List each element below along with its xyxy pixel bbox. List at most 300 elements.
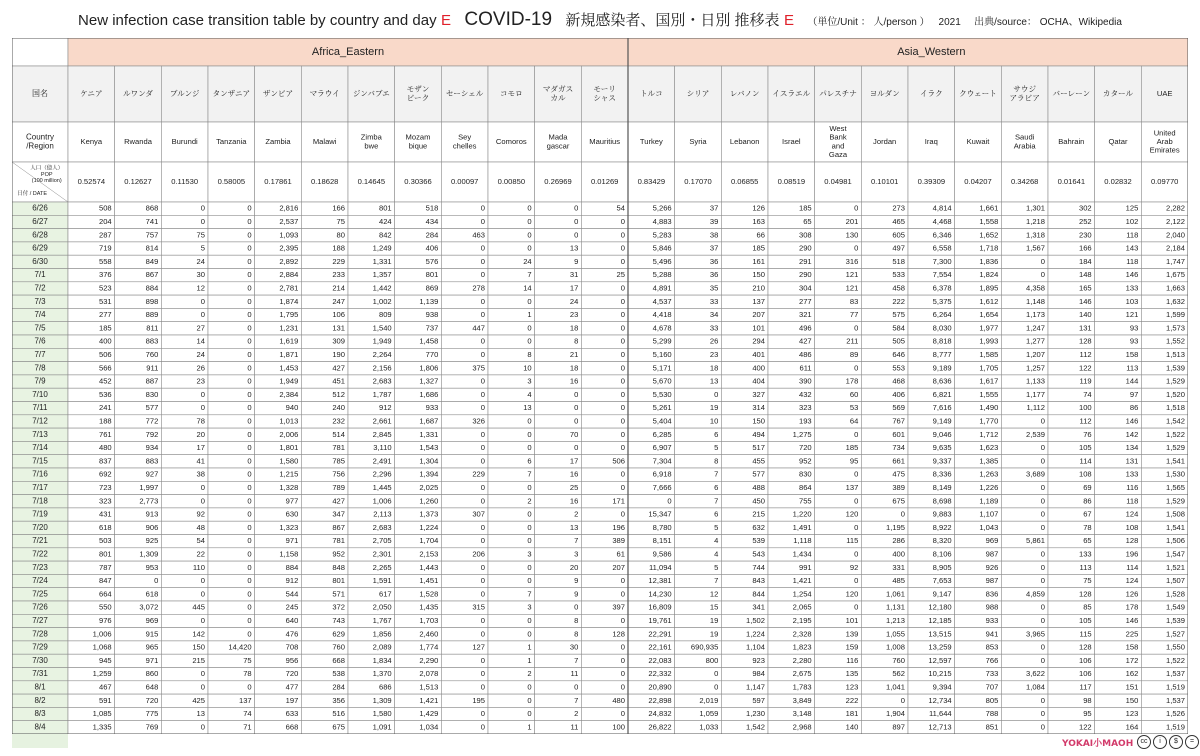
data-value: 1,445 <box>372 482 392 492</box>
data-value: 760 <box>145 349 159 359</box>
data-value: 723 <box>98 482 112 492</box>
data-value: 1,331 <box>419 429 439 439</box>
data-value: 121 <box>845 270 859 280</box>
data-value: 3,110 <box>373 443 392 453</box>
data-value: 486 <box>798 349 812 359</box>
data-value: 222 <box>892 296 905 306</box>
data-value: 1,823 <box>792 642 812 652</box>
date-value: 6/28 <box>32 230 48 240</box>
region-label: Africa_Eastern <box>311 45 385 58</box>
data-value: 933 <box>425 403 439 413</box>
data-value: 0 <box>900 695 905 705</box>
data-value: 516 <box>332 709 345 719</box>
data-value: 4,859 <box>1025 589 1045 599</box>
data-value: 576 <box>425 256 439 266</box>
data-value: 9,046 <box>932 429 952 439</box>
data-value: 7,300 <box>932 256 952 266</box>
data-value: 400 <box>892 549 905 559</box>
data-value: 22,083 <box>648 655 672 665</box>
data-value: 2,491 <box>372 456 392 466</box>
data-value: 0 <box>200 669 205 679</box>
data-value: 0 <box>620 469 625 479</box>
data-value: 13 <box>569 243 579 253</box>
data-value: 38 <box>196 469 205 479</box>
data-value: 101 <box>845 615 859 625</box>
data-value: 450 <box>752 496 765 506</box>
data-value: 22 <box>196 549 205 559</box>
data-value: 1,507 <box>1165 576 1185 586</box>
data-value: 1,703 <box>419 615 439 625</box>
data-value: 9,337 <box>932 456 952 466</box>
data-value: 6 <box>714 482 719 492</box>
data-value: 8,777 <box>932 349 952 359</box>
data-value: 1,904 <box>885 709 905 719</box>
data-value: 800 <box>705 655 719 665</box>
data-value: 114 <box>1079 456 1092 466</box>
data-value: 1,529 <box>1165 496 1185 506</box>
data-value: 150 <box>752 416 765 426</box>
data-value: 1,260 <box>419 496 439 506</box>
data-value: 9,189 <box>932 363 952 373</box>
data-value: 0 <box>1040 443 1045 453</box>
data-value: 98 <box>1083 695 1092 705</box>
data-value: 1,224 <box>745 629 765 639</box>
data-value: 21 <box>569 349 579 359</box>
data-value: 25 <box>616 270 625 280</box>
data-value: 0 <box>1040 270 1045 280</box>
data-value: 86 <box>1083 496 1092 506</box>
data-value: 10 <box>523 363 532 373</box>
data-value: 2,705 <box>372 536 392 546</box>
data-value: 475 <box>892 469 905 479</box>
data-value: 105 <box>1078 443 1092 453</box>
data-value: 912 <box>285 576 299 586</box>
data-value: 0 <box>620 349 625 359</box>
data-value: 597 <box>752 695 765 705</box>
data-value: 309 <box>332 336 345 346</box>
data-value: 277 <box>798 296 812 306</box>
data-value: 506 <box>612 456 625 466</box>
data-value: 575 <box>892 310 905 320</box>
data-value: 406 <box>425 243 439 253</box>
data-value: 1,104 <box>745 642 765 652</box>
data-value: 2,460 <box>419 629 439 639</box>
data-value: 906 <box>145 522 159 532</box>
data-value: 38 <box>709 230 719 240</box>
data-value: 809 <box>378 310 392 320</box>
date-value: 7/12 <box>32 416 48 426</box>
data-value: 1,006 <box>92 629 112 639</box>
data-value: 889 <box>145 310 159 320</box>
data-value: 1,519 <box>1165 682 1185 692</box>
title-english: New infection case transition table by country and day <box>78 12 437 29</box>
country-jp-label: ルワンダ <box>122 89 154 98</box>
data-value: 536 <box>98 389 112 399</box>
data-value: 788 <box>985 709 999 719</box>
country-en-label: Syria <box>689 137 707 146</box>
date-value: 7/11 <box>32 403 48 413</box>
data-value: 766 <box>985 655 999 665</box>
data-value: 851 <box>985 722 999 732</box>
country-jp-label: マラウイ <box>309 89 340 98</box>
data-value: 1,226 <box>979 482 999 492</box>
data-value: 116 <box>846 655 859 665</box>
data-value: 0 <box>247 576 252 586</box>
data-value: 0 <box>1040 576 1045 586</box>
data-value: 0 <box>620 642 625 652</box>
data-value: 8,151 <box>652 536 672 546</box>
data-value: 2,296 <box>372 469 392 479</box>
data-value: 508 <box>98 203 112 213</box>
data-value: 1,712 <box>979 429 999 439</box>
data-value: 0 <box>480 576 485 586</box>
data-value: 0 <box>1040 655 1045 665</box>
data-value: 0 <box>620 576 625 586</box>
country-jp-label: モーリシャス <box>593 84 616 103</box>
data-value: 1,195 <box>885 522 905 532</box>
data-value: 0 <box>574 203 579 213</box>
data-value: 661 <box>892 456 905 466</box>
data-value: 277 <box>98 310 112 320</box>
data-value: 0 <box>574 403 579 413</box>
data-value: 0 <box>527 230 532 240</box>
data-value: 12 <box>196 283 205 293</box>
data-value: 8,818 <box>932 336 952 346</box>
data-value: 222 <box>845 695 859 705</box>
data-value: 0 <box>574 416 579 426</box>
data-value: 15 <box>709 602 719 612</box>
country-pop-value: 0.06855 <box>730 177 759 186</box>
data-value: 2,065 <box>792 602 812 612</box>
data-value: 1,034 <box>419 722 439 732</box>
data-value: 24 <box>523 256 532 266</box>
data-value: 148 <box>1078 270 1092 280</box>
data-value: 54 <box>616 203 625 213</box>
data-value: 27 <box>196 323 205 333</box>
data-value: 830 <box>145 389 159 399</box>
data-value: 533 <box>892 270 905 280</box>
data-value: 0 <box>200 576 205 586</box>
data-value: 126 <box>752 203 765 213</box>
data-value: 0 <box>247 629 252 639</box>
data-value: 1,318 <box>1025 230 1045 240</box>
data-value: 128 <box>1078 589 1092 599</box>
data-value: 8,030 <box>932 323 952 333</box>
data-value: 0 <box>480 270 485 280</box>
data-value: 0 <box>620 243 625 253</box>
data-value: 3,148 <box>792 709 812 719</box>
data-value: 465 <box>892 216 905 226</box>
data-value: 0 <box>480 296 485 306</box>
data-value: 675 <box>892 496 905 506</box>
data-value: 131 <box>1125 456 1139 466</box>
data-value: 252 <box>1078 216 1092 226</box>
data-value: 2,773 <box>139 496 159 506</box>
data-value: 69 <box>1083 482 1092 492</box>
data-value: 0 <box>247 363 252 373</box>
data-value: 1,093 <box>279 230 299 240</box>
data-value: 10,215 <box>928 669 952 679</box>
data-value: 85 <box>1083 602 1092 612</box>
data-value: 0 <box>620 655 625 665</box>
data-value: 35 <box>709 283 719 293</box>
data-value: 976 <box>98 615 112 625</box>
data-value: 991 <box>798 562 812 572</box>
data-value: 225 <box>1125 629 1139 639</box>
date-value: 8/4 <box>34 722 46 732</box>
data-value: 4,418 <box>652 310 672 320</box>
data-value: 977 <box>285 496 299 506</box>
data-value: 927 <box>145 469 159 479</box>
data-value: 1,249 <box>372 243 392 253</box>
data-value: 1,997 <box>139 482 159 492</box>
date-value: 7/10 <box>32 389 48 399</box>
data-value: 640 <box>285 615 299 625</box>
country-en-label: West Bank and Gaza <box>828 124 848 159</box>
data-value: 76 <box>1083 429 1092 439</box>
data-value: 26 <box>709 336 719 346</box>
data-value: 0 <box>574 389 579 399</box>
data-value: 0 <box>247 562 252 572</box>
country-jp-label: マダガスカル <box>542 84 574 103</box>
data-value: 458 <box>892 283 905 293</box>
data-value: 1,787 <box>372 389 392 399</box>
country-pop-value: 0.11530 <box>171 177 199 186</box>
data-value: 1,084 <box>1025 682 1045 692</box>
data-value: 0 <box>1040 509 1045 519</box>
data-value: 8 <box>527 349 532 359</box>
data-value: 0 <box>620 323 625 333</box>
data-value: 923 <box>752 655 765 665</box>
data-value: 207 <box>752 310 765 320</box>
date-value: 8/2 <box>34 695 46 705</box>
data-value: 128 <box>1078 642 1092 652</box>
data-value: 6,346 <box>932 230 952 240</box>
data-value: 7 <box>714 576 719 586</box>
data-value: 898 <box>145 296 159 306</box>
data-value: 1,231 <box>279 323 299 333</box>
data-value: 0 <box>1040 482 1045 492</box>
data-value: 118 <box>1126 496 1139 506</box>
data-value: 0 <box>200 310 205 320</box>
data-value: 54 <box>196 536 205 546</box>
data-value: 1,522 <box>1165 429 1185 439</box>
data-value: 83 <box>849 296 859 306</box>
data-value: 789 <box>332 482 345 492</box>
data-value: 2,078 <box>419 669 439 679</box>
data-value: 467 <box>98 682 112 692</box>
data-value: 2,384 <box>279 389 299 399</box>
data-value: 756 <box>332 469 345 479</box>
data-value: 119 <box>1079 376 1092 386</box>
data-value: 5,266 <box>652 203 672 213</box>
data-value: 247 <box>332 296 345 306</box>
date-value: 7/6 <box>34 336 46 346</box>
data-value: 0 <box>527 709 532 719</box>
data-value: 4,814 <box>932 203 952 213</box>
date-value: 8/3 <box>34 709 46 719</box>
data-value: 115 <box>846 536 859 546</box>
data-value: 2,122 <box>1165 216 1185 226</box>
data-value: 8,780 <box>652 522 672 532</box>
data-value: 118 <box>1126 256 1139 266</box>
country-en-label: Mada gascar <box>546 132 570 151</box>
data-value: 331 <box>892 562 905 572</box>
data-value: 0 <box>247 602 252 612</box>
data-value: 1,565 <box>1165 482 1185 492</box>
data-value: 146 <box>1125 416 1139 426</box>
data-value: 0 <box>200 482 205 492</box>
data-value: 1,189 <box>979 496 999 506</box>
data-value: 0 <box>247 389 252 399</box>
data-value: 0 <box>200 216 205 226</box>
data-value: 2,537 <box>279 216 299 226</box>
data-value: 884 <box>145 283 159 293</box>
data-value: 22,898 <box>648 695 672 705</box>
data-value: 755 <box>798 496 812 506</box>
data-value: 952 <box>798 456 812 466</box>
data-value: 13 <box>569 522 579 532</box>
data-value: 24 <box>196 256 205 266</box>
data-value: 9,586 <box>652 549 672 559</box>
data-value: 2,781 <box>279 283 299 293</box>
data-value: 1,006 <box>372 496 392 506</box>
data-value: 37 <box>709 203 719 213</box>
data-value: 233 <box>332 270 345 280</box>
data-value: 128 <box>612 629 625 639</box>
country-en-label: Zambia <box>265 137 291 146</box>
data-value: 18 <box>569 323 579 333</box>
data-value: 463 <box>472 230 485 240</box>
data-value: 692 <box>98 469 112 479</box>
data-value: 760 <box>332 642 345 652</box>
data-value: 0 <box>527 296 532 306</box>
data-value: 5,283 <box>652 230 672 240</box>
data-value: 772 <box>145 416 159 426</box>
data-value: 9 <box>574 256 579 266</box>
country-jp-label: トルコ <box>639 89 663 98</box>
data-value: 0 <box>620 482 625 492</box>
data-value: 178 <box>845 376 859 386</box>
data-value: 1,177 <box>1025 389 1045 399</box>
data-value: 20 <box>196 429 205 439</box>
country-en-label: Lebanon <box>729 137 760 146</box>
data-value: 0 <box>480 536 485 546</box>
data-value: 245 <box>285 602 299 612</box>
data-value: 1,617 <box>979 376 999 386</box>
data-value: 2,395 <box>279 243 299 253</box>
data-value: 743 <box>332 615 345 625</box>
data-value: 389 <box>612 536 625 546</box>
date-value: 7/4 <box>34 310 46 320</box>
data-value: 0 <box>620 296 625 306</box>
data-value: 108 <box>1078 469 1092 479</box>
country-pop-value: 0.26969 <box>544 177 572 186</box>
data-value: 497 <box>892 243 905 253</box>
data-value: 646 <box>892 349 905 359</box>
data-value: 10 <box>709 416 719 426</box>
data-value: 630 <box>285 509 299 519</box>
data-value: 1,458 <box>419 336 439 346</box>
data-value: 1,949 <box>279 376 299 386</box>
data-value: 1,429 <box>419 709 439 719</box>
data-value: 121 <box>845 283 859 293</box>
data-value: 801 <box>378 203 392 213</box>
data-value: 0 <box>854 576 859 586</box>
data-value: 801 <box>425 270 439 280</box>
date-value: 7/27 <box>32 616 48 626</box>
data-value: 1,824 <box>979 270 999 280</box>
data-value: 1,385 <box>979 456 999 466</box>
data-value: 341 <box>752 602 765 612</box>
data-value: 5 <box>200 243 205 253</box>
data-value: 830 <box>798 469 812 479</box>
data-value: 0 <box>527 682 532 692</box>
data-value: 1,580 <box>372 709 392 719</box>
data-value: 0 <box>200 615 205 625</box>
data-value: 844 <box>752 589 765 599</box>
country-jp-label: ジンバブエ <box>352 89 390 98</box>
country-pop-value: 0.04207 <box>964 177 992 186</box>
data-value: 720 <box>145 695 159 705</box>
data-value: 1,541 <box>1165 456 1185 466</box>
data-value: 1,059 <box>699 709 719 719</box>
data-value: 3,849 <box>792 695 812 705</box>
data-value: 1,259 <box>92 669 112 679</box>
data-value: 13,259 <box>928 642 952 652</box>
data-value: 1,521 <box>1165 562 1185 572</box>
data-value: 290 <box>798 270 812 280</box>
data-value: 166 <box>1078 243 1092 253</box>
data-value: 690,935 <box>690 642 719 652</box>
date-value: 7/14 <box>32 443 48 453</box>
data-value: 0 <box>200 589 205 599</box>
country-pop-value: 0.08519 <box>777 177 806 186</box>
data-value: 97 <box>1129 389 1139 399</box>
data-value: 0 <box>247 349 252 359</box>
data-value: 0 <box>620 363 625 373</box>
data-value: 375 <box>472 363 485 373</box>
country-en-label: Sey chelles <box>452 132 477 151</box>
data-value: 1,002 <box>372 296 392 306</box>
data-value: 0 <box>480 203 485 213</box>
data-value: 445 <box>192 602 205 612</box>
data-value: 1,008 <box>885 642 905 652</box>
data-value: 0 <box>247 589 252 599</box>
data-value: 1,527 <box>1165 629 1185 639</box>
data-value: 767 <box>892 416 905 426</box>
data-value: 494 <box>752 429 765 439</box>
data-value: 106 <box>332 310 345 320</box>
data-value: 837 <box>98 456 112 466</box>
data-value: 163 <box>752 216 765 226</box>
data-value: 273 <box>892 203 905 213</box>
date-value: 8/1 <box>34 682 46 692</box>
country-en-label: Qatar <box>1108 137 1128 146</box>
data-value: 5,160 <box>652 349 672 359</box>
data-value: 0 <box>854 203 859 213</box>
data-value: 92 <box>849 562 859 572</box>
data-value: 553 <box>892 363 905 373</box>
data-value: 1,675 <box>1165 270 1185 280</box>
data-value: 0 <box>247 549 252 559</box>
data-value: 3 <box>527 376 532 386</box>
data-value: 12,597 <box>928 655 952 665</box>
country-en-label: Malawi <box>312 137 337 146</box>
data-value: 0 <box>1040 456 1045 466</box>
data-value: 2,892 <box>279 256 299 266</box>
data-value: 0 <box>620 709 625 719</box>
